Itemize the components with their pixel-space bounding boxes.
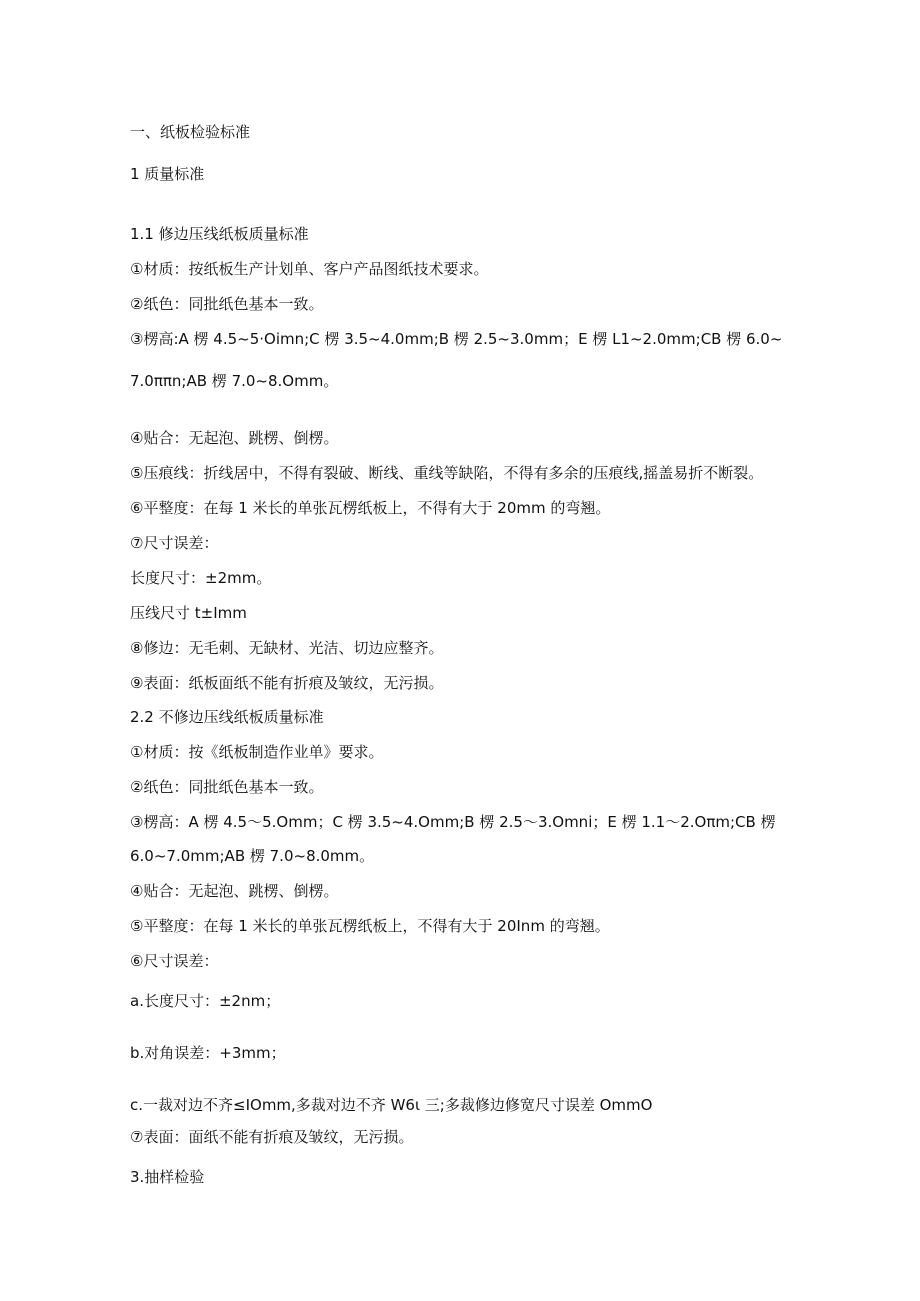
text-line: c.一裁对边不齐≤IOmm,多裁对边不齐 W6ι 三;多裁修边修宽尺寸误差 OmmO (130, 1096, 653, 1114)
text-line: ①材质：按《纸板制造作业单》要求。 (130, 743, 384, 761)
text-line: ②纸色：同批纸色基本一致。 (130, 778, 324, 796)
subsection-heading: 3.抽样检验 (130, 1168, 205, 1186)
text-line: ②纸色：同批纸色基本一致。 (130, 295, 324, 313)
text-line: b.对角误差：+3mm； (130, 1044, 286, 1062)
text-line: 压线尺寸 t±Imm (130, 604, 247, 622)
text-line: ⑤压痕线：折线居中，不得有裂破、断线、重线等缺陷，不得有多余的压痕线,摇盖易折不断裂。 (130, 464, 764, 482)
subsection-heading: 1 质量标准 (130, 165, 205, 183)
section-heading: 一、纸板检验标准 (130, 123, 251, 141)
text-line: ⑥平整度：在每 1 米长的单张瓦楞纸板上，不得有大于 20mm 的弯翘。 (130, 499, 611, 517)
text-line: ①材质：按纸板生产计划单、客户产品图纸技术要求。 (130, 260, 489, 278)
text-line: ③楞高:A 楞 4.5~5·Oimn;C 楞 3.5~4.0mm;B 楞 2.5~3.0mm；E 楞 L1~2.0mm;CB 楞 6.0~ (130, 330, 783, 348)
text-line: a.长度尺寸：±2nm； (130, 992, 281, 1010)
text-line: 长度尺寸：±2mm。 (130, 569, 272, 587)
text-line: 7.0ππn;AB 楞 7.0~8.Omm。 (130, 372, 339, 390)
subsection-heading: 1.1 修边压线纸板质量标准 (130, 225, 309, 243)
text-line: ⑦尺寸误差： (130, 534, 219, 552)
text-line: ④贴合：无起泡、跳楞、倒楞。 (130, 882, 339, 900)
text-line: ⑧修边：无毛刺、无缺材、光洁、切边应整齐。 (130, 639, 444, 657)
text-line: ⑤平整度：在每 1 米长的单张瓦楞纸板上，不得有大于 20Inm 的弯翘。 (130, 917, 610, 935)
text-line: ④贴合：无起泡、跳楞、倒楞。 (130, 429, 339, 447)
text-line: ③楞高：A 楞 4.5～5.Omm；C 楞 3.5~4.Omm;B 楞 2.5～3.Omni；E 楞 1.1～2.Oπm;CB 楞 (130, 813, 776, 831)
text-line: ⑦表面：面纸不能有折痕及皱纹，无污损。 (130, 1128, 414, 1146)
text-line: ⑥尺寸误差： (130, 952, 219, 970)
text-line: ⑨表面：纸板面纸不能有折痕及皱纹，无污损。 (130, 674, 444, 692)
text-line: 6.0~7.0mm;AB 楞 7.0~8.0mm。 (130, 847, 375, 865)
subsection-heading: 2.2 不修边压线纸板质量标准 (130, 708, 324, 726)
